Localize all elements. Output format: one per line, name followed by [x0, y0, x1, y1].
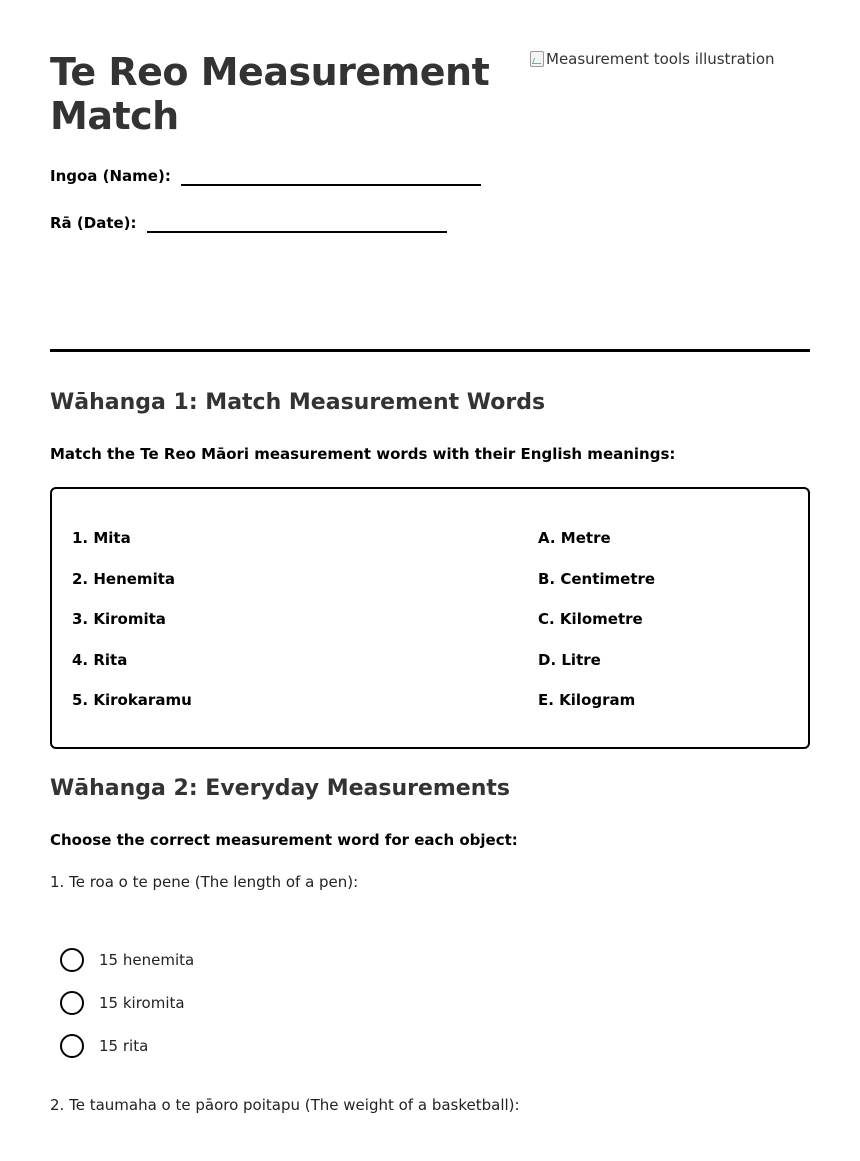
radio-button[interactable] [60, 991, 84, 1015]
question-2: 2. Te taumaha o te pāoro poitapu (The weight of a basketball): [50, 1096, 520, 1114]
radio-button[interactable] [60, 948, 84, 972]
english-term: E. Kilogram [538, 691, 636, 709]
maori-terms-column [72, 527, 192, 730]
answer-option-label: 15 kiromita [99, 993, 185, 1012]
english-term: B. Centimetre [538, 569, 656, 588]
section-2-instruction: Choose the correct measurement word for each object: [50, 831, 518, 849]
answer-option-label: 15 rita [99, 1036, 149, 1055]
maori-term: 5. Kirokaramu [72, 691, 192, 709]
question-1-options [60, 938, 194, 1067]
section-1-instruction: Match the Te Reo Māori measurement words with their English meanings: [50, 445, 676, 463]
answer-option[interactable] [60, 938, 194, 981]
maori-term: 2. Henemita [72, 569, 176, 588]
matching-box [50, 487, 810, 749]
page-title: Te Reo Measurement Match [50, 50, 490, 138]
image-alt-text: Measurement tools illustration [546, 50, 775, 68]
date-blank-line[interactable] [147, 211, 447, 233]
date-label: Rā (Date): [50, 214, 137, 232]
name-label: Ingoa (Name): [50, 167, 171, 185]
section-2-title: Wāhanga 2: Everyday Measurements [50, 776, 511, 801]
worksheet-header [50, 0, 810, 352]
answer-option[interactable] [60, 981, 194, 1024]
broken-image-icon [530, 51, 544, 67]
maori-term: 4. Rita [72, 650, 128, 669]
worksheet-page [50, 0, 810, 1114]
maori-term: 3. Kiromita [72, 610, 166, 628]
name-blank-line[interactable] [181, 164, 481, 186]
measurement-tools-image [530, 50, 775, 68]
date-field [50, 211, 447, 233]
radio-button[interactable] [60, 1034, 84, 1058]
english-term: D. Litre [538, 650, 601, 669]
name-field [50, 164, 481, 186]
section-1-title: Wāhanga 1: Match Measurement Words [50, 390, 546, 415]
english-term: C. Kilometre [538, 610, 643, 628]
answer-option-label: 15 henemita [99, 950, 195, 969]
answer-option[interactable] [60, 1024, 194, 1067]
question-1: 1. Te roa o te pene (The length of a pen): [50, 873, 359, 891]
maori-term: 1. Mita [72, 529, 131, 547]
english-terms-column [538, 527, 655, 730]
english-term: A. Metre [538, 529, 611, 547]
